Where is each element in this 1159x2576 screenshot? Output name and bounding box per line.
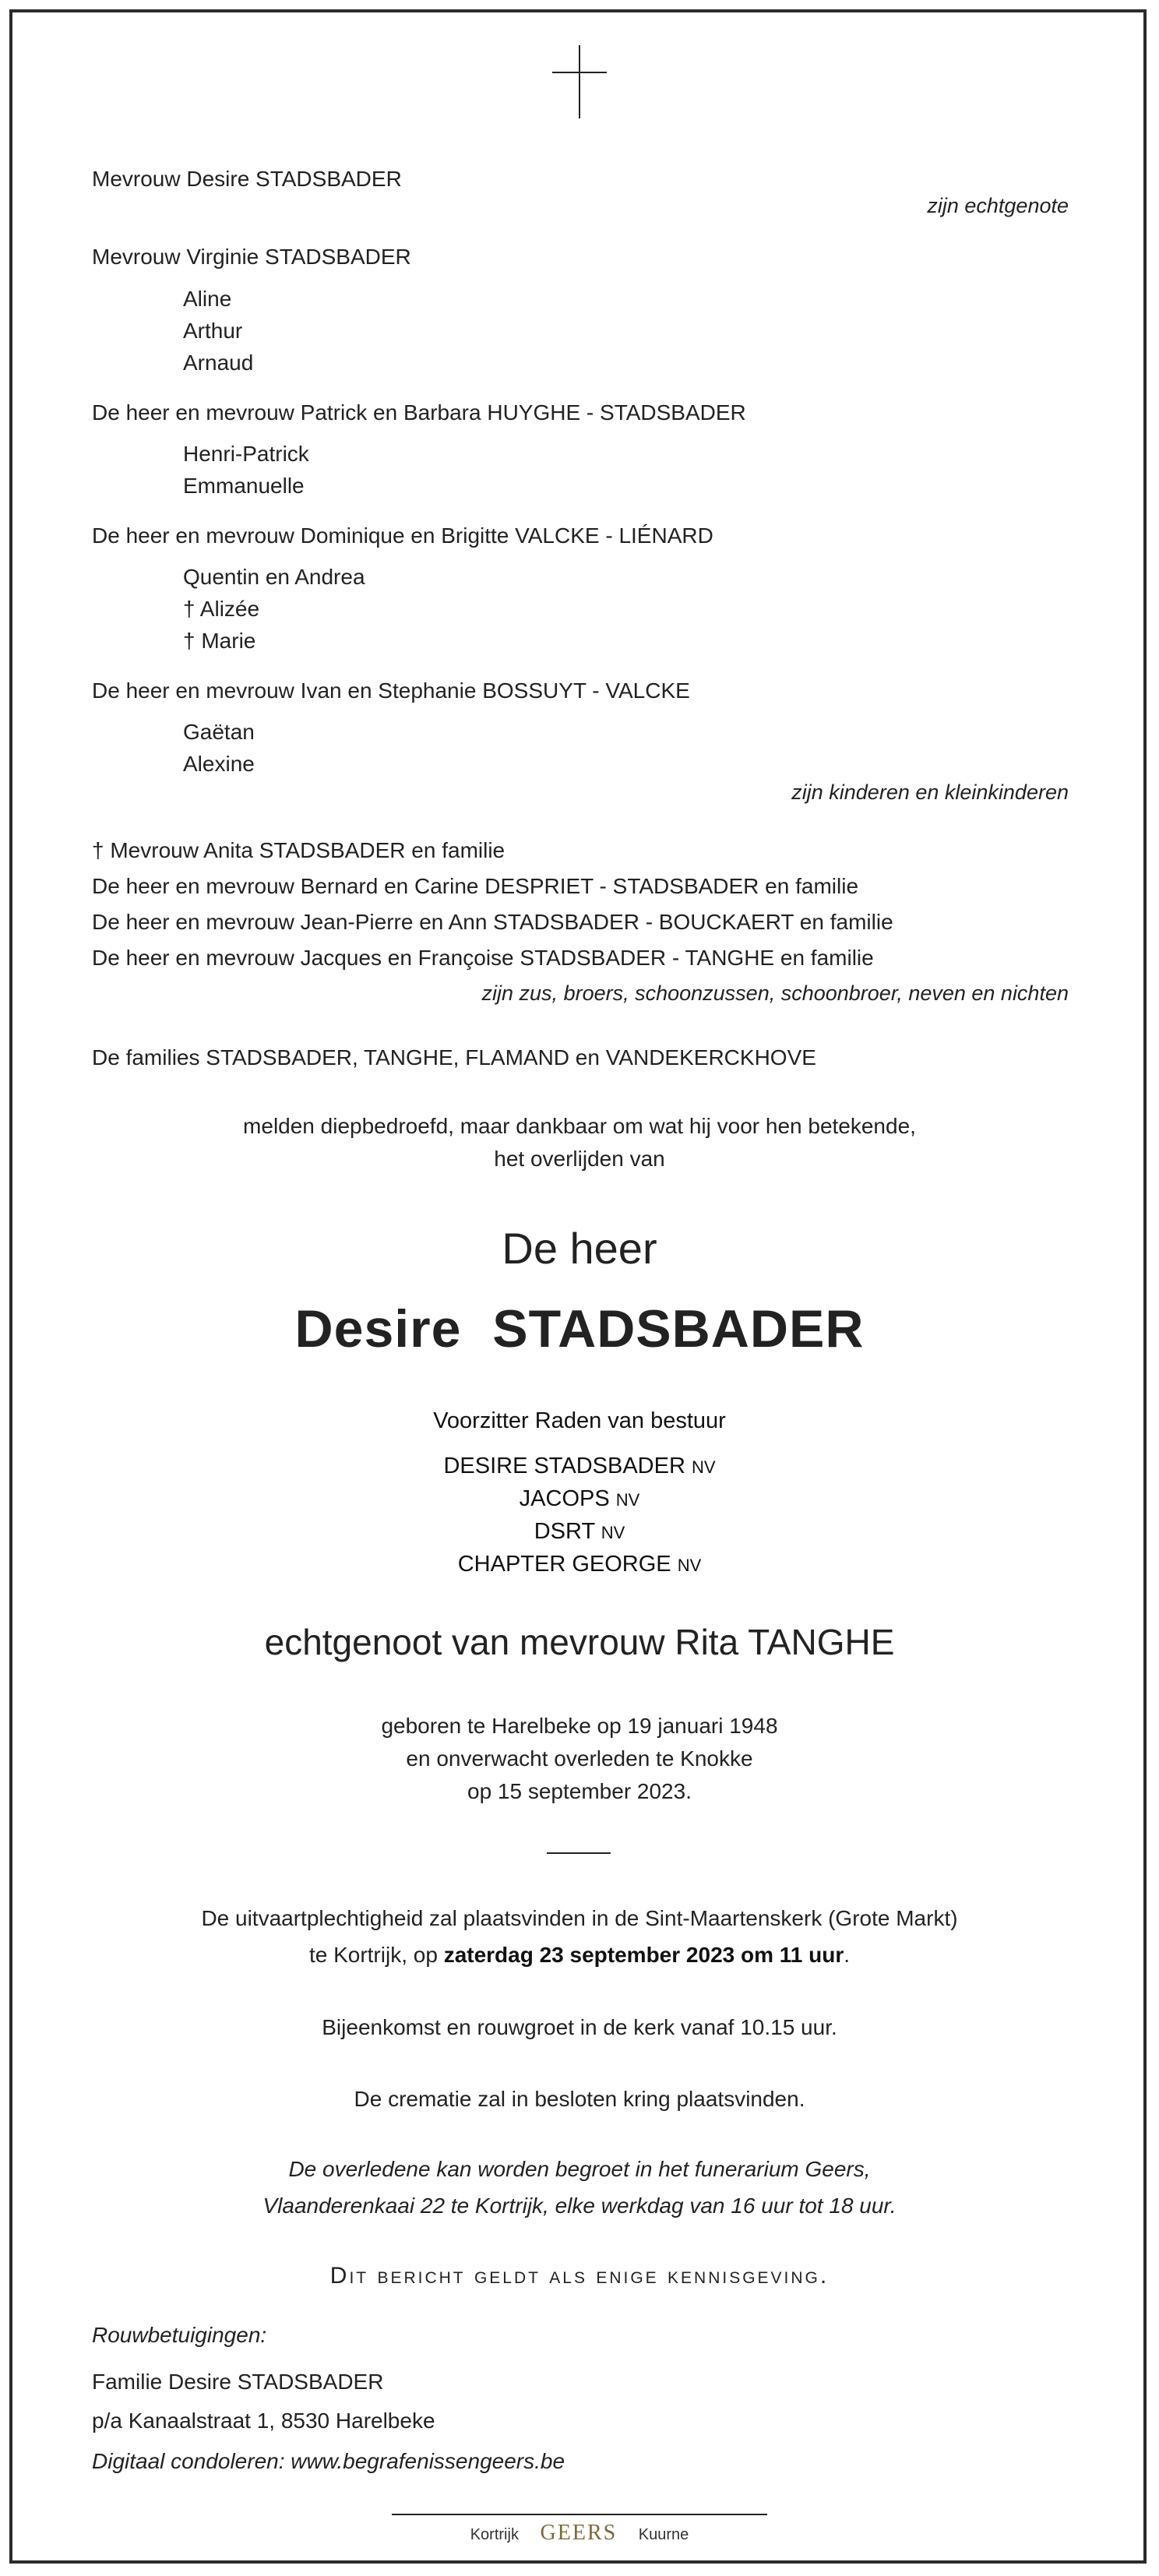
visit-line-1: De overledene kan worden begroet in het funerarium Geers, bbox=[288, 2157, 871, 2181]
notice-line: Dit bericht geldt als enige kennisgeving. bbox=[329, 2263, 830, 2289]
footer-divider bbox=[392, 2514, 767, 2515]
children-role: zijn kinderen en kleinkinderen bbox=[791, 781, 1069, 804]
company-name: DESIRE STADSBADER bbox=[443, 1454, 685, 1478]
sibling-line: † Mevrouw Anita STADSBADER en familie bbox=[92, 838, 506, 862]
funeral-line-2 bbox=[0, 1940, 1159, 1971]
sibling-line: De heer en mevrouw Jean-Pierre en Ann STADSBADER - BOUCKAERT en familie bbox=[92, 910, 893, 934]
footer-left: Kortrijk bbox=[470, 2526, 519, 2543]
company bbox=[0, 1483, 1159, 1516]
grandchild: Quentin en Andrea bbox=[183, 565, 365, 589]
company bbox=[0, 1516, 1159, 1549]
cross-icon-bar bbox=[552, 72, 607, 73]
grandchild: † Marie bbox=[183, 629, 256, 653]
condolences-address: p/a Kanaalstraat 1, 8530 Harelbeke bbox=[92, 2409, 435, 2433]
child-4: De heer en mevrouw Ivan en Stephanie BOSSUYT - VALCKE bbox=[92, 678, 690, 703]
sibling-line: De heer en mevrouw Bernard en Carine DESPRIET - STADSBADER en familie bbox=[92, 874, 859, 898]
footer bbox=[0, 2521, 1159, 2546]
funeral-home-logo: GEERS bbox=[540, 2521, 618, 2545]
company-suffix: NV bbox=[615, 1490, 640, 1510]
funeral-prefix: te Kortrijk, op bbox=[308, 1943, 444, 1967]
cremation-line: De crematie zal in besloten kring plaatsvinden. bbox=[354, 2087, 805, 2111]
grandchild: Arnaud bbox=[183, 351, 254, 375]
announcement-line-2: het overlijden van bbox=[494, 1147, 665, 1171]
grandchild: Gaëtan bbox=[183, 720, 255, 744]
funeral-line-1: De uitvaartplechtigheid zal plaatsvinden in de Sint-Maartenskerk (Grote Markt) bbox=[201, 1906, 958, 1930]
footer-right: Kuurne bbox=[638, 2526, 689, 2543]
grandchild: Emmanuelle bbox=[183, 474, 305, 498]
died-date-line: op 15 september 2023. bbox=[467, 1779, 692, 1803]
announcement-line-1: melden diepbedroefd, maar dankbaar om wat hij voor hen betekende, bbox=[243, 1114, 916, 1138]
gathering-line: Bijeenkomst en rouwgroet in de kerk vanaf 10.15 uur. bbox=[322, 2015, 837, 2039]
condolences-heading: Rouwbetuigingen: bbox=[92, 2323, 267, 2347]
company-name: DSRT bbox=[534, 1519, 595, 1544]
families-line: De families STADSBADER, TANGHE, FLAMAND en VANDEKERCKHOVE bbox=[92, 1045, 816, 1070]
died-line: en onverwacht overleden te Knokke bbox=[406, 1746, 753, 1771]
child-2: De heer en mevrouw Patrick en Barbara HUYGHE - STADSBADER bbox=[92, 400, 746, 425]
visit-line-2: Vlaanderenkaai 22 te Kortrijk, elke werkdag van 16 uur tot 18 uur. bbox=[262, 2194, 897, 2218]
condolences-name: Familie Desire STADSBADER bbox=[92, 2370, 384, 2394]
spouse-role: zijn echtgenote bbox=[927, 194, 1069, 217]
child-1: Mevrouw Virginie STADSBADER bbox=[92, 245, 411, 269]
grandchild: Alexine bbox=[183, 752, 255, 776]
siblings-role: zijn zus, broers, schoonzussen, schoonbroer, neven en nichten bbox=[481, 981, 1069, 1005]
company-name: JACOPS bbox=[519, 1486, 610, 1511]
grandchild: Aline bbox=[183, 287, 232, 311]
company-suffix: NV bbox=[601, 1523, 625, 1542]
funeral-suffix: . bbox=[844, 1943, 851, 1967]
cross-icon bbox=[579, 45, 580, 118]
funeral-date: zaterdag 23 september 2023 om 11 uur bbox=[443, 1943, 844, 1967]
company bbox=[0, 1549, 1159, 1581]
company-suffix: NV bbox=[677, 1556, 702, 1575]
sibling-line: De heer en mevrouw Jacques en Françoise STADSBADER - TANGHE en familie bbox=[92, 946, 874, 970]
grandchild: Henri-Patrick bbox=[183, 442, 309, 466]
spouse-line: Mevrouw Desire STADSBADER bbox=[92, 167, 402, 191]
divider bbox=[547, 1852, 611, 1854]
company-suffix: NV bbox=[691, 1457, 716, 1477]
deceased-name: Desire STADSBADER bbox=[294, 1299, 865, 1358]
company bbox=[0, 1450, 1159, 1483]
spouse-of: echtgenoot van mevrouw Rita TANGHE bbox=[264, 1622, 895, 1662]
condolences-online[interactable]: Digitaal condoleren: www.begrafenissengeers.be bbox=[92, 2449, 565, 2473]
company-name: CHAPTER GEORGE bbox=[457, 1552, 671, 1577]
deceased-honorific: De heer bbox=[502, 1224, 657, 1273]
deceased-role: Voorzitter Raden van bestuur bbox=[433, 1408, 726, 1433]
born-line: geboren te Harelbeke op 19 januari 1948 bbox=[381, 1714, 778, 1738]
child-3: De heer en mevrouw Dominique en Brigitte VALCKE - LIÉNARD bbox=[92, 523, 713, 548]
grandchild: † Alizée bbox=[183, 597, 260, 621]
grandchild: Arthur bbox=[183, 319, 243, 343]
